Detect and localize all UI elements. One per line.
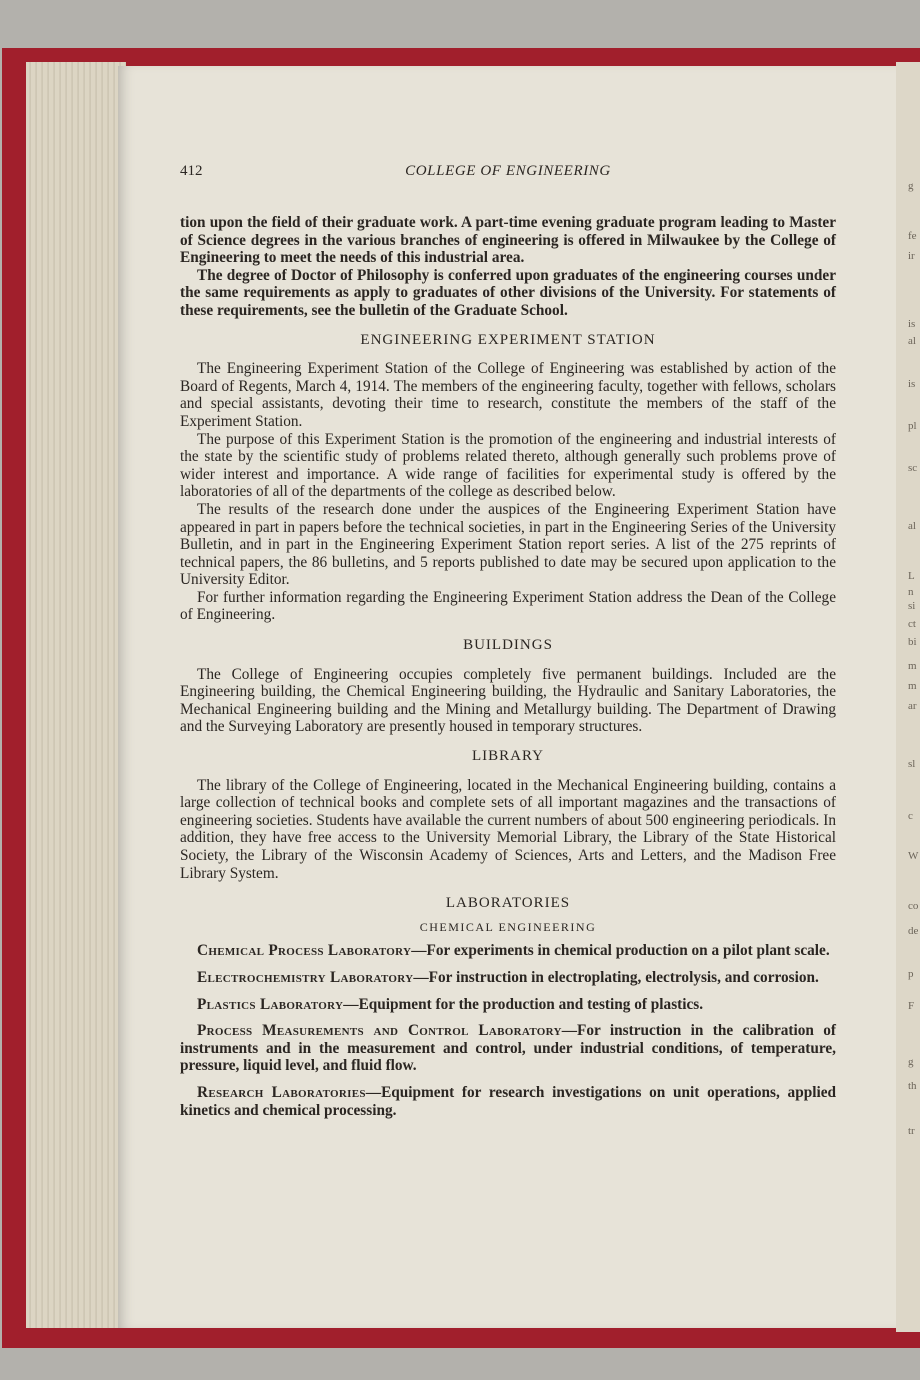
facing-page-fragment: is <box>908 318 916 330</box>
facing-page-fragment: ct <box>908 618 916 630</box>
experiment-paragraph-4: For further information regarding the Engineering Experiment Station address the Dean of the College of Engineering. <box>180 588 836 624</box>
experiment-paragraph-3: The results of the research done under the auspices of the Engineering Experiment Station have appeared in part in papers before the technical societies, in part in the Engineering Series of the University Bulletin, and in part in the Engineering Experiment Station report series. A list of the 275 reprints of technical papers, the 86 bulletins, and 5 reports published to date may be secured upon application to the University Editor. <box>180 500 836 589</box>
intro-paragraph-2: The degree of Doctor of Philosophy is conferred upon graduates of the engineering courses under the same requirements as apply to graduates of other divisions of the University. For statements of these requirements, see the bulletin of the Graduate School. <box>180 266 836 319</box>
facing-page-fragment: de <box>908 925 919 937</box>
experiment-paragraph-2: The purpose of this Experiment Station is the promotion of the engineering and industrial interests of the state by the scientific study of problems related thereto, although generally such problems prove of wider interest and importance. A wide range of facilities for experimental study is offered by the laboratories of all of the departments of the college as described below. <box>180 430 836 501</box>
page-edges <box>26 62 126 1328</box>
facing-page-fragment: sc <box>908 462 918 474</box>
facing-page-fragment: W <box>908 850 919 862</box>
lab-name: Research Laboratories <box>197 1083 366 1101</box>
facing-page-fragment: F <box>908 1000 915 1012</box>
lab-description: —For instruction in the calibration of instruments and in the measurement and control, under industrial conditions, of temperature, pressure, liquid level, and fluid flow. <box>180 1022 836 1075</box>
facing-page-fragment: c <box>908 810 913 822</box>
running-title: COLLEGE OF ENGINEERING <box>405 163 611 179</box>
library-paragraph: The library of the College of Engineering, located in the Mechanical Engineering building, contains a large collection of technical books and complete sets of all important magazines and the transactions of engineering societies. Students have available the current numbers of about 500 engineering periodicals. In addition, they have free access to the University Memorial Library, the Library of the State Historical Society, the Library of the Wisconsin Academy of Sciences, Arts and Letters, and the Madison Free Library System. <box>180 776 836 882</box>
intro-paragraph-1: tion upon the field of their graduate work. A part-time evening graduate program leading to Master of Science degrees in the various branches of engineering is offered in Milwaukee by the College of Engineering to meet the needs of this industrial area. <box>180 214 836 267</box>
facing-page-fragment: ar <box>908 700 917 712</box>
facing-page-fragment: sl <box>908 758 916 770</box>
section-heading-library: LIBRARY <box>471 748 544 765</box>
facing-page-fragment: n <box>908 586 914 598</box>
lab-description: —Equipment for the production and testing of plastics. <box>343 995 704 1013</box>
lab-entry <box>180 969 836 987</box>
facing-page-fragment: pl <box>908 420 917 432</box>
buildings-paragraph: The College of Engineering occupies completely five permanent buildings. Included are the Engineering building, the Chemical Engineering building, the Hydraulic and Sanitary Laboratories, the Mechanical Engineering building and the Mining and Metallurgy building. The Department of Drawing and the Surveying Laboratory are presently housed in temporary structures. <box>180 665 836 736</box>
lab-name: Process Measurements and Control Laboratory <box>197 1022 562 1040</box>
facing-page-edge <box>896 62 920 1332</box>
facing-page-fragment: p <box>908 968 914 980</box>
lab-entry <box>180 942 836 960</box>
lab-description: —For instruction in electroplating, electrolysis, and corrosion. <box>413 968 819 986</box>
page-number: 412 <box>180 163 203 179</box>
lab-entry <box>180 996 836 1014</box>
facing-page-fragment: g <box>908 1056 914 1068</box>
facing-page-fragment: fe <box>908 230 917 242</box>
facing-page-fragment: ir <box>908 250 915 262</box>
facing-page-fragment: is <box>908 378 916 390</box>
facing-page-fragment: m <box>908 660 917 672</box>
page-body <box>180 214 836 1128</box>
section-heading-laboratories: LABORATORIES <box>445 895 571 912</box>
lab-entry <box>180 1084 836 1119</box>
lab-name: Electrochemistry Laboratory <box>197 968 414 986</box>
lab-name: Chemical Process Laboratory <box>197 942 412 960</box>
subheading-chemical-engineering: CHEMICAL ENGINEERING <box>419 919 597 934</box>
lab-description: —For experiments in chemical production on a pilot plant scale. <box>411 942 830 960</box>
facing-page-fragment: L <box>908 570 915 582</box>
lab-name: Plastics Laboratory <box>197 995 344 1013</box>
section-heading-experiment-station: ENGINEERING EXPERIMENT STATION <box>360 331 656 348</box>
section-heading-buildings: BUILDINGS <box>463 637 553 654</box>
lab-description: —Equipment for research investigations on unit operations, applied kinetics and chemical processing. <box>180 1083 837 1119</box>
facing-page-fragment: g <box>908 180 914 192</box>
page-header <box>180 163 836 183</box>
facing-page-fragment: tr <box>908 1125 915 1137</box>
facing-page-fragment: th <box>908 1080 917 1092</box>
facing-page-fragment: co <box>908 900 919 912</box>
lab-entry <box>180 1022 836 1075</box>
facing-page-fragment: al <box>908 335 916 347</box>
facing-page-fragment: bi <box>908 636 917 648</box>
facing-page-fragment: al <box>908 520 916 532</box>
facing-page-fragment: si <box>908 600 916 612</box>
facing-page-fragment: m <box>908 680 917 692</box>
experiment-paragraph-1: The Engineering Experiment Station of the College of Engineering was established by action of the Board of Regents, March 4, 1914. The members of the engineering faculty, together with fellows, scholars and special assistants, devoting their time to research, constitute the members of the staff of the Experiment Station. <box>180 360 836 430</box>
